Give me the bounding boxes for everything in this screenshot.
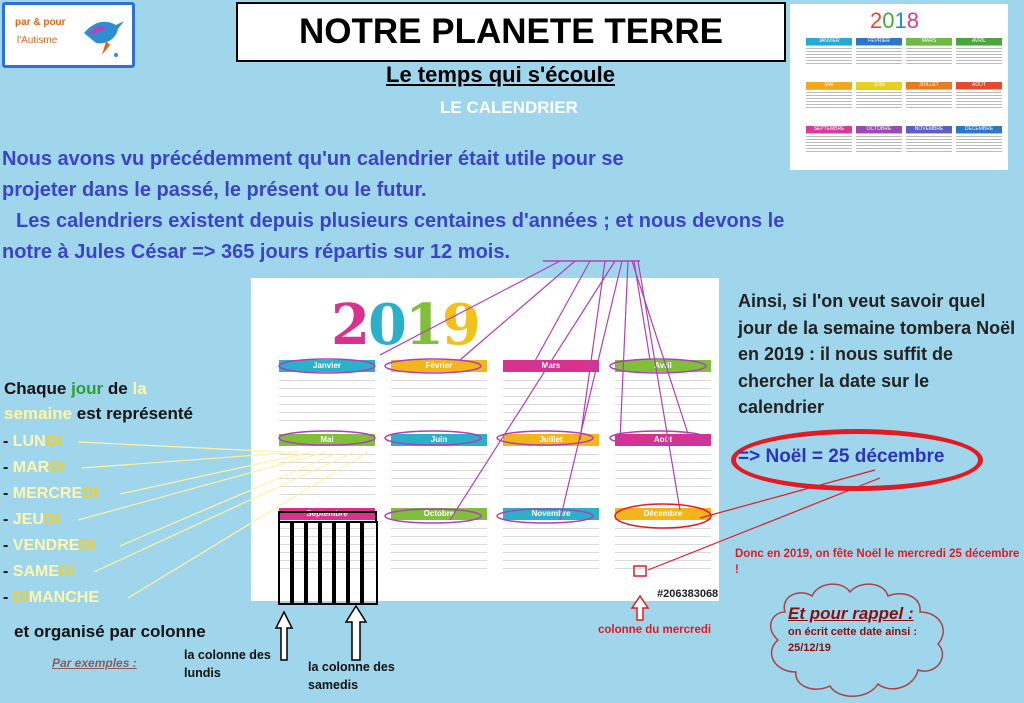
day-vendredi: - VENDREDI: [3, 537, 96, 554]
calendar-2018-month-name: OCTOBRE: [856, 126, 902, 133]
rappel-line: on écrit cette date ainsi :: [788, 626, 917, 638]
examples-label: Par exemples :: [52, 656, 137, 670]
year-digit: 0: [882, 8, 895, 33]
day-connector-lines: [78, 442, 368, 598]
rappel-title: Et pour rappel :: [788, 604, 914, 623]
year-digit: 9: [441, 292, 479, 358]
calendar-2019-month-name: Octobre: [391, 508, 487, 520]
calendar-2018-month-name: DÉCEMBRE: [956, 126, 1002, 133]
year-digit: 0: [367, 292, 405, 358]
month-connector-lines: [380, 261, 690, 520]
calendar-2019-month-name: Avril: [615, 360, 711, 372]
day-jeudi: - JEUDI: [3, 511, 60, 528]
calendar-2018-month-name: FÉVRIER: [856, 38, 902, 45]
label-colonne-lundis: la colonne des lundis: [184, 648, 271, 680]
calendar-2018-month-name: JANVIER: [806, 38, 852, 45]
calendar-2019-month-name: Août: [615, 434, 711, 446]
date-25-highlight: [634, 566, 646, 576]
calendar-2019-month-name: Mai: [279, 434, 375, 446]
intro-line-1: Nous avons vu précédemment qu'un calendrier était utile pour se: [2, 148, 624, 170]
day-mercredi: - MERCREDI: [3, 485, 99, 502]
calendar-2019-month-name: Juillet: [503, 434, 599, 446]
calendar-2018-month-name: AVRIL: [956, 38, 1002, 45]
calendar-2019-month-name: Novembre: [503, 508, 599, 520]
intro-line-2: projeter dans le passé, le présent ou le futur.: [2, 179, 427, 201]
day-dimanche: - DIMANCHE: [3, 589, 99, 606]
decembre-ellipse: [615, 504, 711, 528]
organisation-text: et organisé par colonne: [14, 622, 206, 641]
page-title: NOTRE PLANETE TERRE: [236, 2, 786, 62]
section-heading: LE CALENDRIER: [440, 98, 578, 117]
day-mardi: - MARDI: [3, 459, 66, 476]
calendar-2018-month-name: NOVEMBRE: [906, 126, 952, 133]
arrow-up-mercredi: [632, 596, 648, 620]
calendar-2019-month-name: Février: [391, 360, 487, 372]
year-digit: 1: [404, 292, 442, 358]
calendar-2019-month-name: Janvier: [279, 360, 375, 372]
calendar-2018-month-name: MAI: [806, 82, 852, 89]
calendar-2018-month-name: JUILLET: [906, 82, 952, 89]
rappel-box: [788, 604, 978, 654]
arrow-up-samedis: [346, 606, 366, 660]
intro-line-3: Les calendriers existent depuis plusieurs centaines d'années ; et nous devons le: [16, 210, 785, 232]
conclusion-text: Donc en 2019, on fête Noël le mercredi 25 décembre !: [735, 548, 1020, 576]
noel-connector-lines: [648, 470, 880, 570]
logo-line-2: l'Autisme: [17, 35, 58, 46]
day-samedi: - SAMEDI: [3, 563, 76, 580]
year-digit: 2: [331, 292, 368, 358]
month-ellipses: [279, 359, 706, 523]
label-colonne-samedis: la colonne des samedis: [308, 660, 395, 692]
highlight-semaine: semaine: [4, 404, 73, 423]
text-part: de: [103, 379, 133, 398]
day-lundi: - LUNDI: [3, 433, 62, 450]
logo-line-1: par & pour: [15, 17, 66, 28]
highlight-la: la: [132, 379, 147, 398]
year-digit: 1: [894, 8, 907, 33]
year-digit: 2: [870, 8, 883, 33]
calendar-2019-month-name: Mars: [503, 360, 599, 372]
calendar-2018-month-name: JUIN: [856, 82, 902, 89]
noel-date: => Noël = 25 décembre: [738, 446, 945, 467]
calendar-2018-month-name: SEPTEMBRE: [806, 126, 852, 133]
calendar-2019-month-name: Juin: [391, 434, 487, 446]
page-subtitle: Le temps qui s'écoule: [386, 62, 615, 87]
explanation-text: Ainsi, si l'on veut savoir quel jour de la semaine tombera Noël en 2019 : il nous suffit de chercher la date sur le calendrier: [738, 291, 1016, 417]
calendar-2018-month-name: MARS: [906, 38, 952, 45]
rappel-date: 25/12/19: [788, 642, 831, 654]
arrow-up-lundis: [276, 612, 292, 660]
highlight-jour: jour: [71, 379, 104, 398]
calendar-2019-month-name: Décembre: [615, 508, 711, 520]
calendar-2018-month-name: AOÛT: [956, 82, 1002, 89]
label-colonne-mercredi: colonne du mercredi: [598, 624, 712, 636]
intro-line-4: notre à Jules César => 365 jours répartis sur 12 mois.: [2, 241, 511, 263]
image-reference: #206383068: [657, 588, 719, 600]
calendar-2019-month-name: Septembre: [279, 508, 375, 520]
text-part: est représenté: [72, 404, 193, 423]
column-highlight-boxes: [279, 512, 377, 604]
year-digit: 8: [906, 8, 919, 33]
text-part: Chaque: [4, 379, 72, 398]
